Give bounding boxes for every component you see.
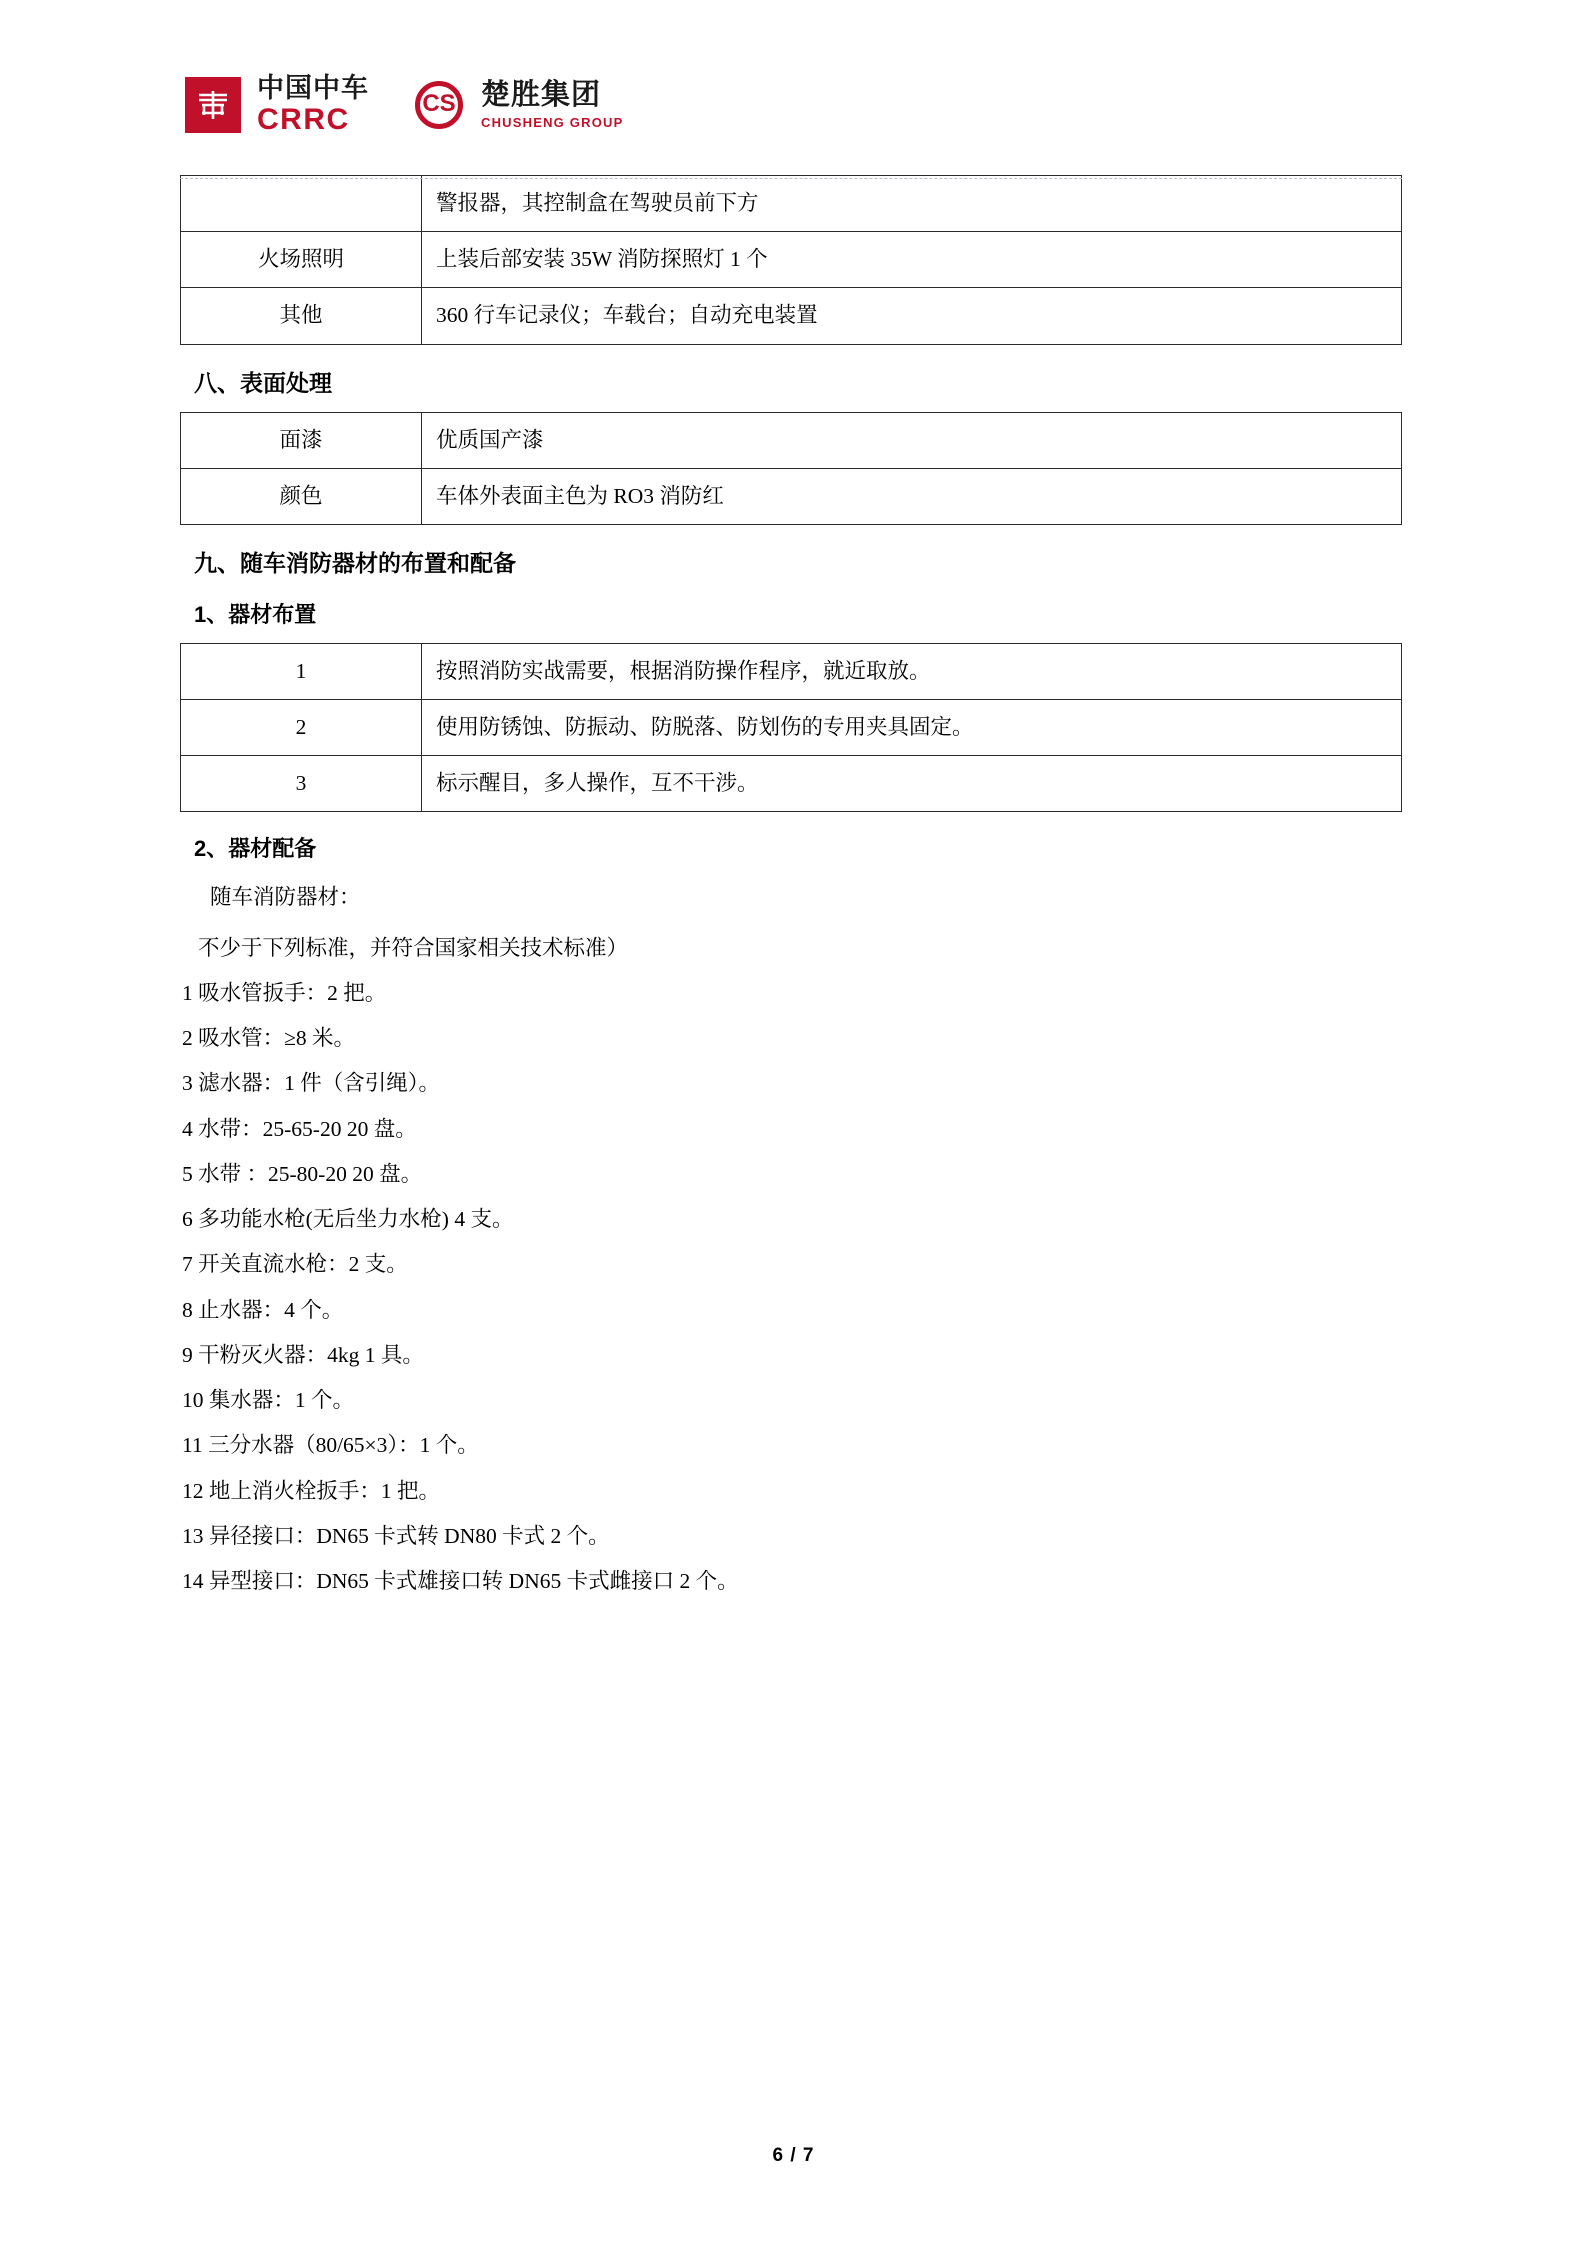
- list-item: 12 地上消火栓扳手：1 把。: [182, 1478, 441, 1503]
- row-value: 使用防锈蚀、防振动、防脱落、防划伤的专用夹具固定。: [422, 700, 1402, 756]
- equipment-layout-table: [180, 643, 1402, 813]
- list-item: 6 多功能水枪(无后坐力水枪) 4 支。: [182, 1207, 514, 1232]
- row-label: 其他: [181, 288, 422, 344]
- row-number: 1: [181, 643, 422, 699]
- list-item: 9 干粉灭火器：4kg 1 具。: [182, 1342, 424, 1367]
- row-value: 车体外表面主色为 RO3 消防红: [422, 468, 1402, 524]
- chusheng-wordmark: [481, 81, 623, 129]
- page-footer: [0, 2145, 1587, 2167]
- chusheng-logo-icon: [415, 81, 463, 129]
- row-number: 2: [181, 700, 422, 756]
- table-row: [181, 232, 1402, 288]
- header-divider: [180, 178, 1402, 179]
- chusheng-name-en: CHUSHENG GROUP: [481, 115, 624, 130]
- section-title-surface-treatment: 八、表面处理: [194, 369, 332, 396]
- surface-treatment-table: [180, 412, 1402, 525]
- row-label: 颜色: [181, 468, 422, 524]
- list-item: 8 止水器：4 个。: [182, 1297, 344, 1322]
- table-row: [181, 288, 1402, 344]
- list-item: 10 集水器：1 个。: [182, 1388, 355, 1413]
- list-item: 1 吸水管扳手：2 把。: [182, 980, 387, 1005]
- row-value: 上装后部安装 35W 消防探照灯 1 个: [422, 232, 1402, 288]
- row-value: 360 行车记录仪；车载台；自动充电装置: [422, 288, 1402, 344]
- row-label: 面漆: [181, 412, 422, 468]
- list-item: 11 三分水器（80/65×3）：1 个。: [182, 1433, 479, 1458]
- page-content: [0, 175, 1587, 1597]
- equipment-standard-note: 不少于下列标准，并符合国家相关技术标准）: [198, 935, 629, 960]
- table-row: [181, 643, 1402, 699]
- list-item: 13 异径接口：DN65 卡式转 DN80 卡式 2 个。: [182, 1523, 610, 1548]
- row-number: 3: [181, 756, 422, 812]
- crrc-logo-icon: [185, 77, 241, 133]
- table-row: [181, 176, 1402, 232]
- crrc-name-en: CRRC: [257, 103, 350, 136]
- list-item: 4 水带：25-65-20 20 盘。: [182, 1116, 417, 1141]
- list-item: 14 异型接口：DN65 卡式雄接口转 DN65 卡式雌接口 2 个。: [182, 1569, 739, 1594]
- equipment-lead-text: 随车消防器材：: [210, 885, 361, 910]
- list-item: 5 水带 ：25-80-20 20 盘。: [182, 1161, 423, 1186]
- row-value: 按照消防实战需要，根据消防操作程序，就近取放。: [422, 643, 1402, 699]
- list-item: 3 滤水器：1 件（含引绳）。: [182, 1071, 441, 1096]
- row-value: 警报器，其控制盒在驾驶员前下方: [422, 176, 1402, 232]
- subsection-title-equipment-provision: 2、器材配备: [194, 836, 317, 862]
- row-value: 标示醒目，多人操作，互不干涉。: [422, 756, 1402, 812]
- row-value: 优质国产漆: [422, 412, 1402, 468]
- list-item: 7 开关直流水枪：2 支。: [182, 1252, 408, 1277]
- row-label: 火场照明: [181, 232, 422, 288]
- chusheng-name-cn: 楚胜集团: [481, 79, 602, 111]
- equipment-list: [180, 964, 1402, 1598]
- table-row: [181, 412, 1402, 468]
- row-label: [181, 176, 422, 232]
- logo-group: [185, 75, 1587, 135]
- subsection-title-equipment-layout: 1、器材布置: [194, 601, 317, 627]
- table-row: [181, 756, 1402, 812]
- page-header: [0, 0, 1587, 175]
- crrc-wordmark: [257, 75, 369, 135]
- list-item: 2 吸水管：≥8 米。: [182, 1026, 356, 1051]
- crrc-name-cn: 中国中车: [257, 73, 369, 103]
- chusheng-mark-letters: CS: [422, 90, 456, 117]
- section-title-firefighting-equipment: 九、随车消防器材的布置和配备: [194, 549, 516, 576]
- table-row: [181, 468, 1402, 524]
- table-row: [181, 700, 1402, 756]
- equipment-table: [180, 175, 1402, 345]
- page-number: 6 / 7: [772, 2145, 815, 2166]
